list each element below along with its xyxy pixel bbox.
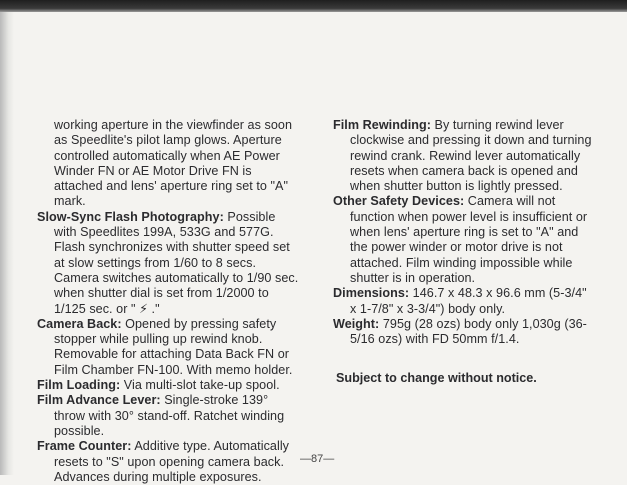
spec-term: Film Loading: (37, 378, 121, 393)
spec-entry (37, 393, 299, 439)
spec-text: Additive type. Automatically resets to "S" upon opening camera back. Advances during multiple exposures. (54, 439, 290, 484)
page-top-edge (0, 0, 627, 12)
spec-text: Possible with Speedlites 199A, 533G and 577G. Flash synchronizes with shutter speed set at slow settings from 1/60 to 8 secs. Camera switches automatically to 1/90 sec. when shutter dial is set from 1/2000 to 1/125 sec. or " ⚡ ." (54, 209, 299, 316)
spec-entry (37, 317, 299, 378)
spec-entry (37, 439, 299, 485)
spec-entry (333, 194, 593, 286)
change-notice: Subject to change without notice. (336, 371, 537, 385)
spec-term: Weight: (333, 316, 380, 331)
spec-entry (37, 118, 299, 210)
spec-term: Frame Counter: (37, 439, 132, 454)
spec-term: Film Rewinding: (333, 118, 431, 132)
spec-entry (37, 378, 299, 393)
spec-text: Opened by pressing safety stopper while pulling up rewind knob. Removable for attaching Data Back FN or Film Chamber FN-100. With memo holder. (54, 316, 293, 377)
spec-term: Slow-Sync Flash Photography: (37, 209, 224, 224)
spec-entry (333, 317, 593, 348)
spec-entry (333, 118, 593, 194)
left-column (37, 118, 299, 485)
spec-text: 795g (28 ozs) body only 1,030g (36-5/16 ozs) with FD 50mm f/1.4. (350, 316, 587, 347)
binding-shadow (0, 12, 14, 475)
spec-entry (37, 210, 299, 317)
spec-text: 146.7 x 48.3 x 96.6 mm (5-3/4" x 1-7/8" x 3-3/4") body only. (350, 286, 587, 316)
spec-term: Camera Back: (37, 316, 122, 331)
spec-text: Single-stroke 139° throw with 30° stand-off. Ratchet winding possible. (54, 393, 285, 438)
spec-term: Other Safety Devices: (333, 194, 465, 209)
spec-term: Dimensions: (333, 286, 410, 301)
spec-text: Via multi-slot take-up spool. (120, 378, 280, 393)
spec-text: working aperture in the viewfinder as soon as Speedlite's pilot lamp glows. Aperture controlled automatically when AE Power Winder FN or AE Motor Drive FN is attached and lens' aperture ring set to "A" mark. (54, 118, 293, 209)
page-number: —87— (300, 453, 335, 465)
spec-term: Film Advance Lever: (37, 393, 161, 408)
spec-text: By turning rewind lever clockwise and pressing it down and turning rewind crank. Rewind lever automatically resets when camera back is opened and when shutter button is lightly pressed. (350, 118, 592, 194)
spec-text: Camera will not function when power level is insufficient or when lens' aperture ring is set to "A" and the power winder or motor drive is not attached. Film winding impossible while shutter is in operation. (350, 194, 588, 285)
right-column (333, 118, 593, 347)
spec-entry (333, 286, 593, 317)
